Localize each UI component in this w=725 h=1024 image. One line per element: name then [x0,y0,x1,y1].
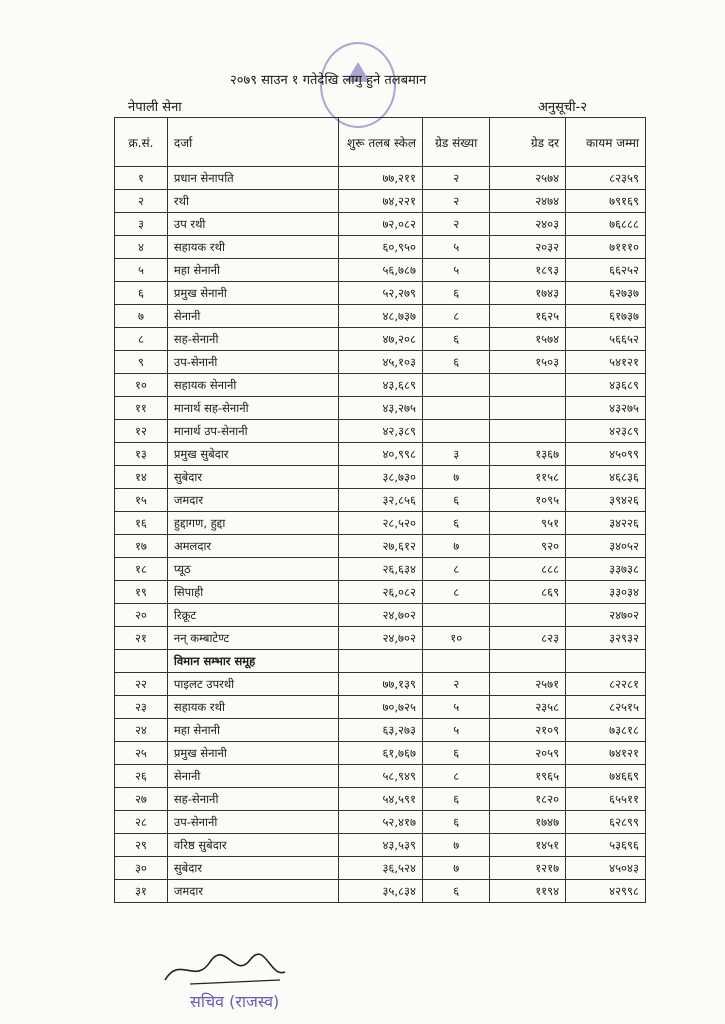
cell-total: ४५०४३ [566,857,646,880]
cell-post: नन् कम्बाटेण्ट [167,627,338,650]
cell-total: ६६२५२ [566,259,646,282]
cell-total: ३४२२६ [566,512,646,535]
cell-scale: २४,७०२ [339,604,423,627]
cell-total: ३३७३८ [566,558,646,581]
col-header-grade-count: ग्रेड संख्या [423,118,490,167]
cell-grade-count: ५ [423,236,490,259]
cell-scale: ४०,९९८ [339,443,423,466]
cell-grade-count: ५ [423,259,490,282]
cell-post: मानार्थ उप-सेनानी [167,420,338,443]
cell-sn: १६ [115,512,168,535]
cell-grade-rate: १५७४ [490,328,566,351]
cell-grade-count: ६ [423,282,490,305]
cell-post: सिपाही [167,581,338,604]
table-row [115,397,646,420]
cell-scale: ७०,७२५ [339,696,423,719]
cell-sn: ७ [115,305,168,328]
cell-grade-count: २ [423,213,490,236]
table-row [115,834,646,857]
col-header-grade-rate: ग्रेड दर [490,118,566,167]
cell-total: ५३६९६ [566,834,646,857]
cell-grade-rate [490,420,566,443]
cell-post: पाइलट उपरथी [167,673,338,696]
table-row [115,535,646,558]
cell-scale: २४,७०२ [339,627,423,650]
cell-sn: २० [115,604,168,627]
table-row [115,328,646,351]
table-row [115,374,646,397]
cell-grade-rate: १७४३ [490,282,566,305]
cell-sn: १० [115,374,168,397]
cell-scale: ५२,२७९ [339,282,423,305]
cell-total: ४२३८९ [566,420,646,443]
cell-sn: २ [115,190,168,213]
cell-grade-rate: १७४७ [490,811,566,834]
cell-grade-count: ६ [423,742,490,765]
cell-grade-count: ७ [423,466,490,489]
table-row [115,811,646,834]
cell-scale: ७७,२११ [339,167,423,190]
cell-total: ६१७३७ [566,305,646,328]
cell-scale: ४३,२७५ [339,397,423,420]
cell-grade-rate: १३६७ [490,443,566,466]
cell-total: ७९१६९ [566,190,646,213]
cell-grade-rate: २५७४ [490,167,566,190]
signatory-title: सचिव (राजस्व) [190,992,280,1011]
cell-grade-rate: १२१७ [490,857,566,880]
cell-total: ५४१२१ [566,351,646,374]
cell-grade-rate: ८६९ [490,581,566,604]
cell-sn: १८ [115,558,168,581]
cell-scale: ५२,४१७ [339,811,423,834]
cell-grade-rate: १६२५ [490,305,566,328]
cell-grade-rate: २३५८ [490,696,566,719]
table-row [115,512,646,535]
cell-post: जमदार [167,489,338,512]
cell-total: ३२९३२ [566,627,646,650]
cell-sn: १ [115,167,168,190]
cell-total: ८२५१५ [566,696,646,719]
cell-sn: २५ [115,742,168,765]
cell-grade-count: ७ [423,535,490,558]
table-row [115,305,646,328]
cell-total: ३३०३४ [566,581,646,604]
cell-grade-rate: ९२० [490,535,566,558]
table-row [115,742,646,765]
cell-grade-rate: ८२३ [490,627,566,650]
cell-sn: २९ [115,834,168,857]
section-row [115,650,646,673]
cell-scale: ५६,७८७ [339,259,423,282]
cell-grade-rate: ११५८ [490,466,566,489]
cell-grade-count: १० [423,627,490,650]
cell-grade-count: ५ [423,696,490,719]
cell-grade-count: ६ [423,328,490,351]
cell-sn: १२ [115,420,168,443]
cell-post: वरिष्ठ सुबेदार [167,834,338,857]
salary-table [114,117,646,903]
cell-scale: ४५,१०३ [339,351,423,374]
table-row [115,788,646,811]
cell-scale: ६१,७६७ [339,742,423,765]
cell-grade-rate: २४७४ [490,190,566,213]
cell-total: ४६८३६ [566,466,646,489]
table-row [115,167,646,190]
cell-post: सुबेदार [167,466,338,489]
table-row [115,259,646,282]
table-row [115,880,646,903]
signature-scribble [160,950,290,990]
cell-total: २४७०२ [566,604,646,627]
cell-grade-count [423,604,490,627]
cell-scale: २८,५२० [339,512,423,535]
cell-post: सहायक रथी [167,696,338,719]
cell-total: ६२८९९ [566,811,646,834]
table-row [115,627,646,650]
cell-grade-count [423,374,490,397]
cell-grade-rate: २०३२ [490,236,566,259]
cell-total: ४३६८९ [566,374,646,397]
table-row [115,558,646,581]
cell-grade-rate: २४०३ [490,213,566,236]
cell-grade-rate [490,650,566,673]
cell-total: ७३८१८ [566,719,646,742]
cell-grade-count: ३ [423,443,490,466]
cell-total: ३९४२६ [566,489,646,512]
cell-sn: १७ [115,535,168,558]
cell-scale: ६०,९५० [339,236,423,259]
cell-total: ६२७३७ [566,282,646,305]
cell-grade-count: ६ [423,880,490,903]
cell-total: ८२२८१ [566,673,646,696]
cell-grade-rate: ८८८ [490,558,566,581]
cell-post: हुद्दागण, हुद्दा [167,512,338,535]
cell-scale: ३८,७३० [339,466,423,489]
cell-sn: २८ [115,811,168,834]
cell-sn: १३ [115,443,168,466]
cell-scale: ४३,५३९ [339,834,423,857]
table-row [115,696,646,719]
cell-scale: ७७,१३९ [339,673,423,696]
cell-grade-rate: २५७१ [490,673,566,696]
cell-grade-count: ६ [423,351,490,374]
cell-total: ५६६५२ [566,328,646,351]
table-row [115,857,646,880]
table-row [115,673,646,696]
cell-sn: ३ [115,213,168,236]
cell-scale: ५८,९४९ [339,765,423,788]
cell-sn: २६ [115,765,168,788]
cell-scale: २७,६१२ [339,535,423,558]
cell-scale: २६,०८२ [339,581,423,604]
cell-sn: १९ [115,581,168,604]
cell-scale: ४७,२०८ [339,328,423,351]
cell-grade-count [423,397,490,420]
cell-grade-rate: १८२० [490,788,566,811]
cell-total: ८२३५९ [566,167,646,190]
cell-post: रिक्रूट [167,604,338,627]
table-row [115,351,646,374]
col-header-post: दर्जा [167,118,338,167]
cell-scale: ५४,५९१ [339,788,423,811]
page-title: २०७९ साउन १ गतेदेखि लागु हुने तलबमान [230,73,427,88]
cell-grade-count: ६ [423,788,490,811]
cell-post: सह-सेनानी [167,328,338,351]
cell-post: उप रथी [167,213,338,236]
cell-grade-rate: १४५१ [490,834,566,857]
cell-total: ७४६६९ [566,765,646,788]
cell-scale: ४३,६८९ [339,374,423,397]
cell-scale: ३५,८३४ [339,880,423,903]
table-row [115,282,646,305]
cell-post: विमान सम्भार समूह [167,650,338,673]
cell-scale: ४२,३८९ [339,420,423,443]
cell-grade-count: ७ [423,834,490,857]
cell-grade-count: ५ [423,719,490,742]
table-row [115,190,646,213]
cell-grade-count: ६ [423,512,490,535]
cell-post: सहायक सेनानी [167,374,338,397]
cell-sn: ३० [115,857,168,880]
cell-grade-count: २ [423,190,490,213]
cell-grade-count: ८ [423,558,490,581]
table-row [115,765,646,788]
col-header-scale: शुरू तलब स्केल [339,118,423,167]
cell-sn: ५ [115,259,168,282]
cell-sn: २७ [115,788,168,811]
cell-post: प्रमुख सेनानी [167,742,338,765]
cell-grade-rate: १८९३ [490,259,566,282]
cell-grade-rate: ११९४ [490,880,566,903]
table-row [115,489,646,512]
cell-grade-rate [490,397,566,420]
cell-grade-rate: ९५१ [490,512,566,535]
cell-post: प्रमुख सेनानी [167,282,338,305]
cell-total: ६५५११ [566,788,646,811]
cell-post: महा सेनानी [167,719,338,742]
cell-post: सह-सेनानी [167,788,338,811]
cell-sn: ८ [115,328,168,351]
cell-post: उप-सेनानी [167,351,338,374]
cell-grade-rate: २१०९ [490,719,566,742]
table-header-row [115,118,646,167]
cell-sn: २१ [115,627,168,650]
cell-scale: ७२,०८२ [339,213,423,236]
cell-scale: ४८,७३७ [339,305,423,328]
cell-scale: ७४,२२१ [339,190,423,213]
col-header-sn: क्र.सं. [115,118,168,167]
annex-label: अनुसूची-२ [538,100,588,115]
cell-post: सहायक रथी [167,236,338,259]
cell-post: सेनानी [167,765,338,788]
col-header-total: कायम जम्मा [566,118,646,167]
table-row [115,719,646,742]
cell-total: ३४०५२ [566,535,646,558]
cell-grade-rate [490,604,566,627]
table-row [115,466,646,489]
cell-post: महा सेनानी [167,259,338,282]
cell-scale: ३२,८५६ [339,489,423,512]
cell-grade-rate: १९६५ [490,765,566,788]
table-row [115,420,646,443]
cell-post: जमदार [167,880,338,903]
cell-grade-rate: १०९५ [490,489,566,512]
cell-grade-count: ८ [423,765,490,788]
cell-grade-count: ६ [423,811,490,834]
cell-total: ७१११० [566,236,646,259]
cell-grade-count: २ [423,167,490,190]
cell-grade-count: ८ [423,305,490,328]
cell-sn: २२ [115,673,168,696]
cell-post: उप-सेनानी [167,811,338,834]
cell-scale [339,650,423,673]
cell-post: प्यूठ [167,558,338,581]
cell-total: ४३२७५ [566,397,646,420]
cell-total [566,650,646,673]
cell-post: मानार्थ सह-सेनानी [167,397,338,420]
cell-grade-count: ८ [423,581,490,604]
cell-scale: ६३,२७३ [339,719,423,742]
cell-total: ७६८८८ [566,213,646,236]
cell-sn: ९ [115,351,168,374]
cell-scale: २६,६३४ [339,558,423,581]
cell-sn: ११ [115,397,168,420]
cell-grade-count: ६ [423,489,490,512]
table-row [115,604,646,627]
cell-grade-rate: २०५९ [490,742,566,765]
table-row [115,213,646,236]
cell-total: ७४१२१ [566,742,646,765]
cell-post: अमलदार [167,535,338,558]
cell-post: सुबेदार [167,857,338,880]
cell-sn [115,650,168,673]
organization-name: नेपाली सेना [128,100,182,115]
cell-post: सेनानी [167,305,338,328]
table-row [115,581,646,604]
cell-sn: ३१ [115,880,168,903]
cell-total: ४२९९८ [566,880,646,903]
cell-sn: ४ [115,236,168,259]
cell-sn: ६ [115,282,168,305]
cell-sn: २४ [115,719,168,742]
cell-grade-rate: १५०३ [490,351,566,374]
table-row [115,443,646,466]
cell-post: रथी [167,190,338,213]
cell-grade-count [423,650,490,673]
cell-total: ४५०९९ [566,443,646,466]
cell-scale: ३६,५२४ [339,857,423,880]
cell-post: प्रमुख सुबेदार [167,443,338,466]
cell-grade-rate [490,374,566,397]
cell-sn: २३ [115,696,168,719]
cell-grade-count [423,420,490,443]
cell-post: प्रधान सेनापति [167,167,338,190]
cell-grade-count: ७ [423,857,490,880]
table-row [115,236,646,259]
cell-sn: १४ [115,466,168,489]
cell-sn: १५ [115,489,168,512]
cell-grade-count: २ [423,673,490,696]
